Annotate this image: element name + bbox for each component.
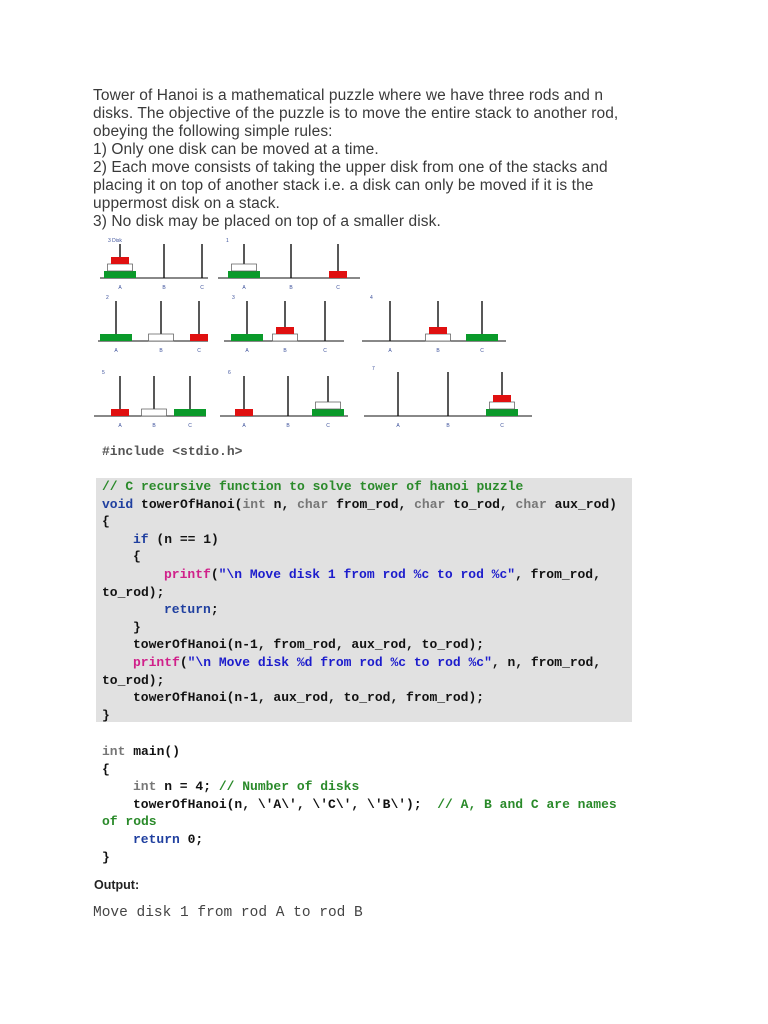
code-text: (	[179, 655, 188, 670]
code-text: ;	[210, 602, 219, 618]
code-type: char	[515, 496, 547, 512]
code-comment: // C recursive function to solve tower of hanoi puzzle	[102, 479, 524, 494]
rod-label: A	[118, 423, 122, 429]
code-line	[102, 813, 157, 831]
code-type: int	[242, 496, 266, 512]
step-label: 3 Disk	[108, 238, 122, 244]
code-line: }	[133, 619, 141, 635]
code-line: {	[133, 549, 141, 565]
code-line	[102, 478, 523, 496]
code-keyword: return	[133, 832, 180, 847]
rod-label: B	[162, 285, 166, 291]
code-line	[164, 566, 601, 584]
disk	[108, 264, 133, 271]
disk	[142, 409, 167, 416]
code-comment: // A, B and C are names	[437, 796, 617, 812]
hanoi-diagram	[90, 232, 540, 432]
intro-line: 1) Only one disk can be moved at a time.	[93, 141, 379, 158]
code-line	[102, 743, 180, 761]
rod-label: B	[283, 348, 287, 354]
intro-line: Tower of Hanoi is a mathematical puzzle where we have three rods and n	[93, 87, 604, 104]
intro-line: placing it on top of another stack i.e. a disk can only be moved if it is the	[93, 177, 594, 194]
code-line	[102, 496, 617, 514]
disk	[228, 271, 260, 278]
step-label: 2	[106, 295, 109, 301]
code-text: aux_rod)	[546, 496, 617, 512]
disk	[111, 257, 129, 264]
hanoi-diagram-svg	[90, 232, 540, 432]
step-label: 4	[370, 295, 373, 301]
intro-line: uppermost disk on a stack.	[93, 195, 280, 212]
code-line	[133, 654, 601, 672]
code-text: n,	[265, 496, 298, 512]
code-text: from_rod,	[328, 496, 415, 512]
code-line: to_rod);	[102, 672, 165, 688]
rod-label: A	[242, 423, 246, 429]
disk	[174, 409, 206, 416]
disk	[231, 334, 263, 341]
disk	[111, 409, 129, 416]
code-line: towerOfHanoi(n-1, aux_rod, to_rod, from_rod);	[133, 690, 485, 706]
rod-label: C	[480, 348, 484, 354]
rod-label: C	[500, 423, 504, 429]
rod-label: B	[286, 423, 290, 429]
rod-label: C	[188, 423, 192, 429]
disk	[100, 334, 132, 341]
rod-label: C	[323, 348, 327, 354]
main-block	[102, 743, 617, 884]
rod-label: B	[152, 423, 156, 429]
step-label: 7	[372, 366, 375, 372]
code-line	[133, 778, 359, 796]
disk	[312, 409, 344, 416]
code-text: to_rod,	[445, 496, 516, 512]
disk	[276, 327, 294, 334]
code-type: int	[133, 779, 157, 795]
code-text: towerOfHanoi(	[133, 496, 243, 512]
step-label: 6	[228, 370, 231, 376]
code-string: "\n Move disk %d from rod %c to rod %c"	[187, 655, 492, 670]
rod-label: C	[326, 423, 330, 429]
rod-label: A	[396, 423, 400, 429]
disk	[316, 402, 341, 409]
rod-label: A	[114, 348, 118, 354]
intro-line: 2) Each move consists of taking the upper disk from one of the stacks and	[93, 159, 608, 176]
code-keyword: if	[133, 531, 149, 547]
disk	[149, 334, 174, 341]
code-text: , n, from_rod,	[491, 655, 602, 670]
disk	[235, 409, 253, 416]
rod-label: C	[200, 285, 204, 291]
code-line: towerOfHanoi(n-1, from_rod, aux_rod, to_rod);	[133, 637, 485, 653]
code-string: "\n Move disk 1 from rod %c to rod %c"	[218, 567, 516, 582]
code-line: to_rod);	[102, 584, 165, 600]
code-comment: of rods	[102, 814, 157, 830]
output-text: Move disk 1 from rod A to rod B	[93, 905, 363, 921]
disk	[486, 409, 518, 416]
intro-text	[93, 87, 683, 231]
disk	[493, 395, 511, 402]
code-text: (	[210, 567, 219, 582]
rod-label: B	[436, 348, 440, 354]
rod-label: A	[118, 285, 122, 291]
code-line	[133, 831, 203, 849]
disk	[490, 402, 515, 409]
disk	[466, 334, 498, 341]
step-label: 5	[102, 370, 105, 376]
code-line: }	[102, 849, 110, 865]
code-comment: // Number of disks	[218, 779, 360, 795]
include-line: #include <stdio.h>	[102, 444, 243, 459]
rod-label: B	[289, 285, 293, 291]
rod-label: A	[245, 348, 249, 354]
rod-label: A	[242, 285, 246, 291]
disk	[232, 264, 257, 271]
disk	[273, 334, 298, 341]
code-type: char	[297, 496, 329, 512]
code-line: }	[102, 707, 110, 723]
rod-label: A	[388, 348, 392, 354]
code-keyword: return	[164, 602, 211, 618]
intro-line: obeying the following simple rules:	[93, 123, 333, 140]
output-label: Output:	[94, 878, 140, 892]
code-text: , from_rod,	[515, 567, 601, 582]
rod-label: C	[197, 348, 201, 354]
step-label: 3	[232, 295, 235, 301]
code-line	[133, 796, 617, 814]
rod-label: C	[336, 285, 340, 291]
code-line	[164, 601, 219, 619]
disk	[426, 334, 451, 341]
code-line: {	[102, 514, 110, 530]
code-line: {	[102, 761, 110, 777]
code-function: printf	[164, 567, 211, 582]
code-type: int	[102, 744, 126, 759]
intro-line: 3) No disk may be placed on top of a smaller disk.	[93, 213, 441, 230]
step-label: 1	[226, 238, 229, 244]
code-line	[133, 531, 219, 549]
rod-label: B	[446, 423, 450, 429]
disk	[104, 271, 136, 278]
disk	[429, 327, 447, 334]
code-text: towerOfHanoi(n, \'A\', \'C\', \'B\');	[133, 796, 438, 812]
disk	[329, 271, 347, 278]
code-text: 0;	[179, 832, 204, 847]
disk	[190, 334, 208, 341]
code-text: main()	[125, 744, 181, 759]
code-text: (n == 1)	[148, 531, 219, 547]
code-keyword: void	[102, 496, 134, 512]
rod-label: B	[159, 348, 163, 354]
code-type: char	[414, 496, 446, 512]
intro-line: disks. The objective of the puzzle is to move the entire stack to another rod,	[93, 105, 619, 122]
code-block	[96, 478, 632, 722]
code-function: printf	[133, 655, 180, 670]
code-text: n = 4;	[156, 779, 219, 795]
